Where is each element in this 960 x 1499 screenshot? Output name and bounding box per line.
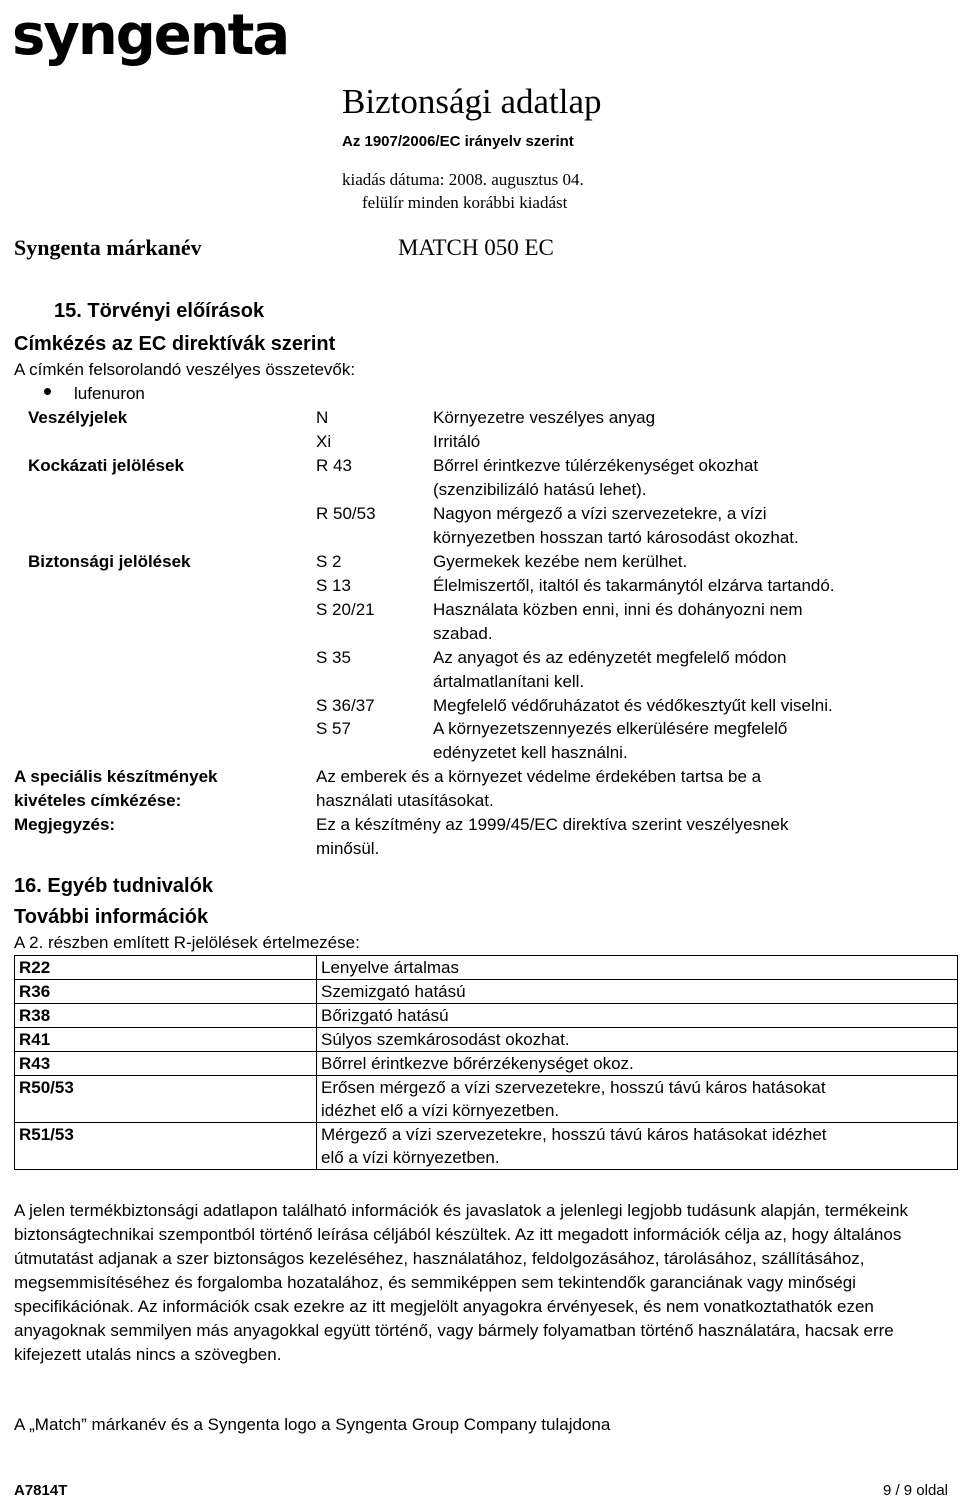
section-16-subheading: További információk — [14, 906, 209, 928]
r-code: R51/53 — [15, 1123, 317, 1170]
section-15-heading: 15. Törvényi előírások — [54, 300, 265, 322]
r-text: Szemizgató hatású — [317, 980, 958, 1004]
risk-text: Bőrrel érintkezve túlérzékenységet okozhat — [433, 456, 759, 475]
special-text: Az emberek és a környezet védelme érdekében tartsa be a — [316, 767, 762, 786]
safety-text: Megfelelő védőruházatot és védőkesztyűt kell viselni. — [433, 696, 833, 715]
risk-text: Nagyon mérgező a vízi szervezetekre, a vízi — [433, 504, 767, 523]
safety-code: S 36/37 — [316, 696, 375, 715]
table-row — [15, 1076, 958, 1123]
risk-code: R 50/53 — [316, 504, 376, 523]
safety-text: Gyermekek kezébe nem kerülhet. — [433, 552, 688, 571]
note-label: Megjegyzés: — [14, 815, 116, 834]
r-code: R50/53 — [15, 1076, 317, 1123]
r-code: R38 — [15, 1004, 317, 1028]
safety-text: ártalmatlanítani kell. — [433, 672, 585, 691]
safety-code: S 35 — [316, 648, 351, 667]
footer-page-number: 9 / 9 oldal — [882, 1482, 948, 1499]
r-code: R36 — [15, 980, 317, 1004]
trademark-note: A „Match” márkanév és a Syngenta logo a Syngenta Group Company tulajdona — [14, 1415, 611, 1434]
table-row — [15, 956, 958, 980]
document-title: Biztonsági adatlap — [342, 82, 602, 121]
risk-code: R 43 — [316, 456, 352, 475]
r-phrases-intro: A 2. részben említett R-jelölések értelmezése: — [14, 933, 360, 952]
table-row — [15, 1052, 958, 1076]
syngenta-logo: syngenta — [12, 3, 289, 68]
safety-text: Az anyagot és az edényzetét megfelelő módon — [433, 648, 787, 667]
r-text — [317, 1076, 958, 1123]
r-text: Lenyelve ártalmas — [317, 956, 958, 980]
hazard-code: N — [316, 408, 329, 427]
document-subtitle: Az 1907/2006/EC irányelv szerint — [342, 133, 574, 150]
safety-text: szabad. — [433, 624, 493, 643]
r-text-line: idézhet elő a vízi környezetben. — [321, 1101, 560, 1120]
r-text: Bőrizgató hatású — [317, 1004, 958, 1028]
safety-text: A környezetszennyezés elkerülésére megfelelő — [433, 719, 788, 738]
safety-text: Használata közben enni, inni és dohányozni nem — [433, 600, 803, 619]
special-label: A speciális készítmények — [14, 767, 218, 786]
safety-code: S 2 — [316, 552, 342, 571]
r-code: R41 — [15, 1028, 317, 1052]
hazard-label: Veszélyjelek — [28, 408, 128, 427]
safety-code: S 20/21 — [316, 600, 375, 619]
r-code: R22 — [15, 956, 317, 980]
hazard-text: Irritáló — [433, 432, 481, 451]
table-row — [15, 1004, 958, 1028]
special-label: kivételes címkézése: — [14, 791, 182, 810]
r-text: Bőrrel érintkezve bőrérzékenységet okoz. — [317, 1052, 958, 1076]
risk-text: környezetben hosszan tartó károsodást okozhat. — [433, 528, 799, 547]
r-phrases-table — [14, 955, 958, 1170]
components-label: A címkén felsorolandó veszélyes összetevők: — [14, 360, 356, 379]
r-text-line: elő a vízi környezetben. — [321, 1148, 500, 1167]
disclaimer-paragraph: A jelen termékbiztonsági adatlapon található információk és javaslatok a jelenlegi legjobb tudásunk alapján, termékeink biztonságtechnikai szempontból történő leírása céljából készültek. Az itt megadott információk célja az, hogy általános útmutatást adjanak a szer biztonságos kezeléséhez, használatához, feldolgozásához, tárolásához, szállításához, megsemmisítéséhez és forgalomba hozatalához, és semmiképpen sem tekintendők garanciának vagy minőségi specifikációnak. Az információk csak ezekre az itt megjelölt anyagokra érvényesek, és nem vonatkoztathatók ezen anyagoknak semmilyen más anyagokkal együtt történő, vagy bármely folyamatban történő használatára, hacsak erre kifejezett utalás nincs a szövegben. — [14, 1201, 908, 1364]
bullet-icon — [44, 388, 51, 395]
section-16-heading: 16. Egyéb tudnivalók — [14, 875, 213, 897]
r-text: Súlyos szemkárosodást okozhat. — [317, 1028, 958, 1052]
r-text-line: Mérgező a vízi szervezetekre, hosszú távú káros hatásokat idézhet — [321, 1125, 827, 1144]
risk-text: (szenzibilizáló hatású lehet). — [433, 480, 647, 499]
hazard-code: Xi — [316, 432, 332, 451]
safety-code: S 57 — [316, 719, 351, 738]
note-text: Ez a készítmény az 1999/45/EC direktíva szerint veszélyesnek — [316, 815, 789, 834]
r-text-line: Erősen mérgező a vízi szervezetekre, hosszú távú káros hatásokat — [321, 1078, 826, 1097]
r-text — [317, 1123, 958, 1170]
safety-text: edényzetet kell használni. — [433, 743, 628, 762]
special-text: használati utasításokat. — [316, 791, 494, 810]
footer-document-code: A7814T — [14, 1482, 68, 1499]
brand-value: MATCH 050 EC — [398, 235, 554, 260]
hazard-text: Környezetre veszélyes anyag — [433, 408, 656, 427]
table-row — [15, 980, 958, 1004]
component-item: lufenuron — [74, 384, 145, 403]
safety-code: S 13 — [316, 576, 351, 595]
table-row — [15, 1123, 958, 1170]
issue-date: kiadás dátuma: 2008. augusztus 04. — [342, 170, 584, 189]
safety-label: Biztonsági jelölések — [28, 552, 191, 571]
note-text: minősül. — [316, 839, 380, 858]
safety-text: Élelmiszertől, italtól és takarmánytól elzárva tartandó. — [433, 576, 835, 595]
r-code: R43 — [15, 1052, 317, 1076]
table-row — [15, 1028, 958, 1052]
risk-label: Kockázati jelölések — [28, 456, 184, 475]
brand-label: Syngenta márkanév — [14, 235, 202, 260]
section-15-subheading: Címkézés az EC direktívák szerint — [14, 333, 336, 355]
supersedes-note: felülír minden korábbi kiadást — [362, 193, 568, 212]
